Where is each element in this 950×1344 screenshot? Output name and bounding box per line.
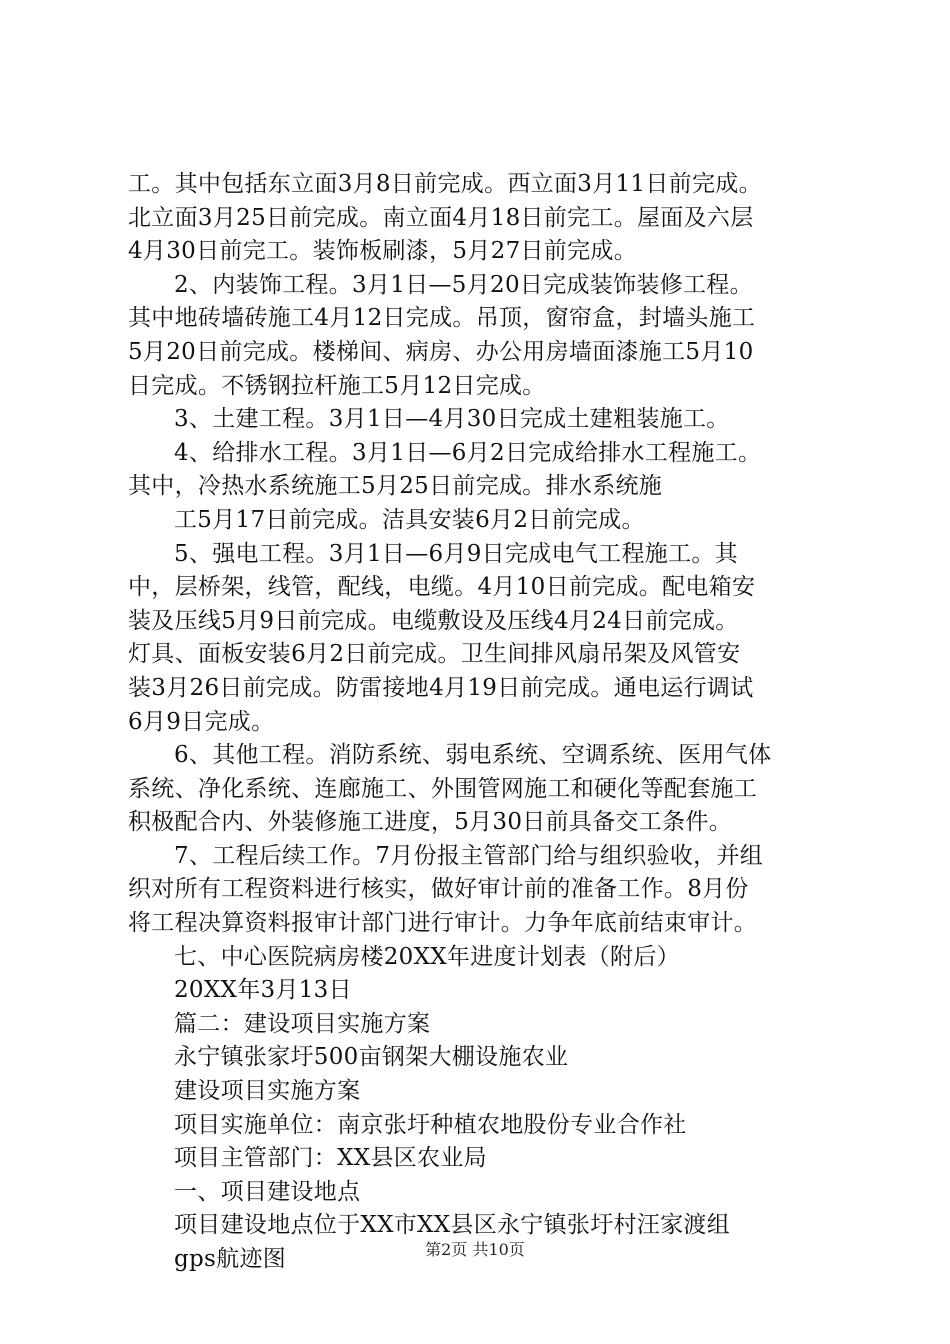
text-line: 中，层桥架，线管，配线，电缆。4月10日前完成。配电箱安 [128,574,756,601]
text-line: 积极配合内、外装修施工进度，5月30日前具备交工条件。 [128,809,732,836]
page-number-footer: 第2页 共10页 [425,1240,525,1259]
text-line: 项目建设地点位于XX市XX县区永宁镇张圩村汪家渡组 [174,1212,730,1239]
text-line: 七、中心医院病房楼20XX年进度计划表（附后） [174,943,680,970]
text-line: 建设项目实施方案 [174,1078,361,1105]
text-line: 其中地砖墙砖施工4月12日完成。吊顶，窗帘盒，封墙头施工 [128,305,756,332]
text-line: 装及压线5月9日前完成。电缆敷设及压线4月24日前完成。 [128,607,739,634]
text-line: 一、项目建设地点 [174,1178,361,1205]
text-line: gps航迹图 [174,1246,287,1272]
text-line: 其中，冷热水系统施工5月25日前完成。排水系统施 [128,473,663,500]
text-line: 永宁镇张家圩500亩钢架大棚设施农业 [174,1044,569,1071]
text-line: 篇二：建设项目实施方案 [174,1010,431,1037]
text-line: 2、内装饰工程。3月1日—5月20日完成装饰装修工程。 [174,271,753,298]
text-line: 将工程决算资料报审计部门进行审计。力争年底前结束审计。 [128,910,758,937]
text-line: 4月30日前完工。装饰板刷漆，5月27日前完成。 [128,238,637,265]
text-line: 北立面3月25日前完成。南立面4月18日前完工。屋面及六层 [128,204,754,231]
text-line: 工。其中包括东立面3月8日前完成。西立面3月11日前完成。 [128,171,762,197]
text-line: 项目主管部门：XX县区农业局 [174,1145,487,1172]
text-line: 3、土建工程。3月1日—4月30日完成土建粗装施工。 [174,406,730,433]
text-line: 工5月17日前完成。洁具安装6月2日前完成。 [174,506,645,533]
text-line: 日完成。不锈钢拉杆施工5月12日完成。 [128,372,546,399]
text-line: 6月9日完成。 [128,708,275,735]
text-line: 4、给排水工程。3月1日—6月2日完成给排水工程施工。 [174,439,762,466]
text-line: 项目实施单位：南京张圩种植农地股份专业合作社 [174,1111,687,1138]
text-line: 5、强电工程。3月1日—6月9日完成电气工程施工。其 [174,540,738,567]
text-line: 装3月26日前完成。防雷接地4月19日前完成。通电运行调试 [128,674,754,701]
text-line: 6、其他工程。消防系统、弱电系统、空调系统、医用气体 [174,742,772,769]
text-line: 织对所有工程资料进行核实，做好审计前的准备工作。8月份 [128,876,749,903]
text-line: 5月20日前完成。楼梯间、病房、办公用房墙面漆施工5月10 [128,338,754,365]
text-line: 20XX年3月13日 [174,977,352,1004]
text-line: 系统、净化系统、连廊施工、外围管网施工和硬化等配套施工 [128,775,758,802]
text-line: 7、工程后续工作。7月份报主管部门给与组织验收，并组 [174,842,764,869]
document-body [128,168,840,1277]
text-line: 灯具、面板安装6月2日前完成。卫生间排风扇吊架及风管安 [128,641,741,668]
